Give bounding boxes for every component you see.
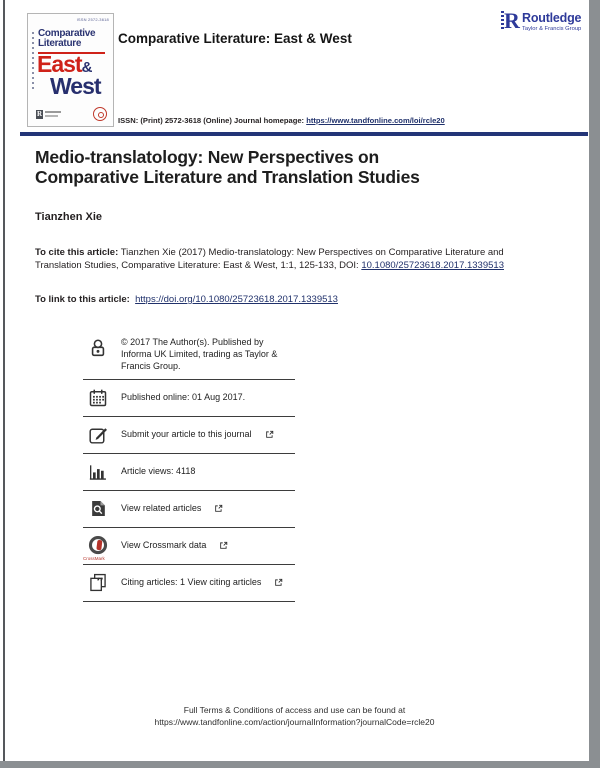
crossmark-caption: CrossMark: [83, 555, 105, 561]
journal-cover-thumbnail: [27, 13, 114, 127]
routledge-tagline: Taylor & Francis Group: [522, 26, 582, 32]
viewer-gutter-bottom: [0, 761, 600, 768]
article-views-row: [83, 454, 295, 491]
related-articles-icon: [85, 498, 111, 519]
cite-text: Tianzhen Xie (2017) Medio-translatology: New Perspectives on Comparative Literature and Translation Studies, Comparative Literature: East & West, 1:1, 125-133, DOI:: [35, 247, 504, 272]
citing-articles-icon: [85, 572, 111, 593]
viewer-gutter-right: [589, 0, 600, 768]
license-row: [83, 333, 295, 380]
external-link-icon: [214, 500, 223, 518]
cover-issn-text: ISSN 2572-3618: [76, 17, 109, 22]
cover-routledge-mark: [36, 110, 62, 119]
article-info-list: [83, 333, 295, 602]
routledge-r-icon: R: [504, 8, 520, 33]
cover-title-line1: Comparative: [38, 28, 96, 39]
citing-articles-row[interactable]: [83, 565, 295, 602]
cover-red-seal: [93, 107, 107, 121]
article-views-text: Article views: 4118: [121, 465, 196, 476]
cite-label: To cite this article:: [35, 247, 119, 258]
related-articles-link[interactable]: View related articles: [121, 502, 202, 513]
submit-article-row[interactable]: [83, 417, 295, 454]
cite-doi-link[interactable]: 10.1080/25723618.2017.1339513: [361, 260, 504, 272]
terms-footer: [0, 705, 589, 729]
routledge-name: Routledge: [522, 11, 582, 25]
open-access-icon: [85, 337, 111, 359]
cover-routledge-r: R: [36, 110, 43, 118]
header-divider-bar: [20, 132, 588, 136]
calendar-icon: [85, 388, 111, 408]
terms-footer-line1: Full Terms & Conditions of access and use can be found at: [183, 705, 406, 715]
terms-footer-line2: https://www.tandfonline.com/action/journalInformation?journalCode=rcle20: [154, 716, 435, 727]
page-left-edge: [3, 0, 5, 761]
article-title-line2: Comparative Literature and Translation Studies: [35, 167, 420, 188]
cover-east-west-wordmark: [37, 51, 101, 99]
journal-title: Comparative Literature: East & West: [118, 31, 352, 46]
link-line: [35, 294, 515, 305]
cover-title-line2: Literature: [38, 38, 82, 50]
external-link-icon: [265, 426, 274, 444]
bar-chart-icon: [85, 462, 111, 482]
crossmark-link[interactable]: View Crossmark data: [121, 539, 207, 550]
issn-label: ISSN: (Print) 2572-3618 (Online) Journal homepage:: [118, 116, 307, 125]
link-label: To link to this article:: [35, 294, 130, 305]
citing-articles-link[interactable]: Citing articles: 1 View citing articles: [121, 576, 262, 587]
cover-ampersand: &: [81, 59, 92, 76]
article-author: Tianzhen Xie: [35, 211, 103, 223]
article-title-line1: Medio-translatology: New Perspectives on: [35, 147, 380, 167]
external-link-icon: [274, 574, 283, 592]
submit-article-link[interactable]: Submit your article to this journal: [121, 428, 252, 439]
cover-journal-title: [38, 29, 95, 49]
related-articles-row[interactable]: [83, 491, 295, 528]
submit-pencil-icon: [85, 424, 111, 445]
published-online-text: Published online: 01 Aug 2017.: [121, 391, 246, 402]
citation-block: [35, 246, 507, 273]
cover-west-text: West: [50, 72, 101, 99]
doi-url-link[interactable]: https://doi.org/10.1080/25723618.2017.1339513: [135, 294, 338, 305]
crossmark-row[interactable]: [83, 528, 295, 565]
crossmark-icon: [83, 535, 111, 561]
article-title: [35, 147, 505, 188]
cover-spine-text: [32, 32, 34, 92]
issn-homepage-line: [118, 116, 445, 125]
journal-homepage-link[interactable]: https://www.tandfonline.com/loi/rcle20: [306, 116, 445, 125]
published-online-row: [83, 380, 295, 417]
cover-east-text: East: [37, 51, 82, 77]
license-text: © 2017 The Author(s). Published by Informa UK Limited, trading as Taylor & Francis Group.: [121, 337, 278, 371]
external-link-icon: [219, 537, 228, 555]
